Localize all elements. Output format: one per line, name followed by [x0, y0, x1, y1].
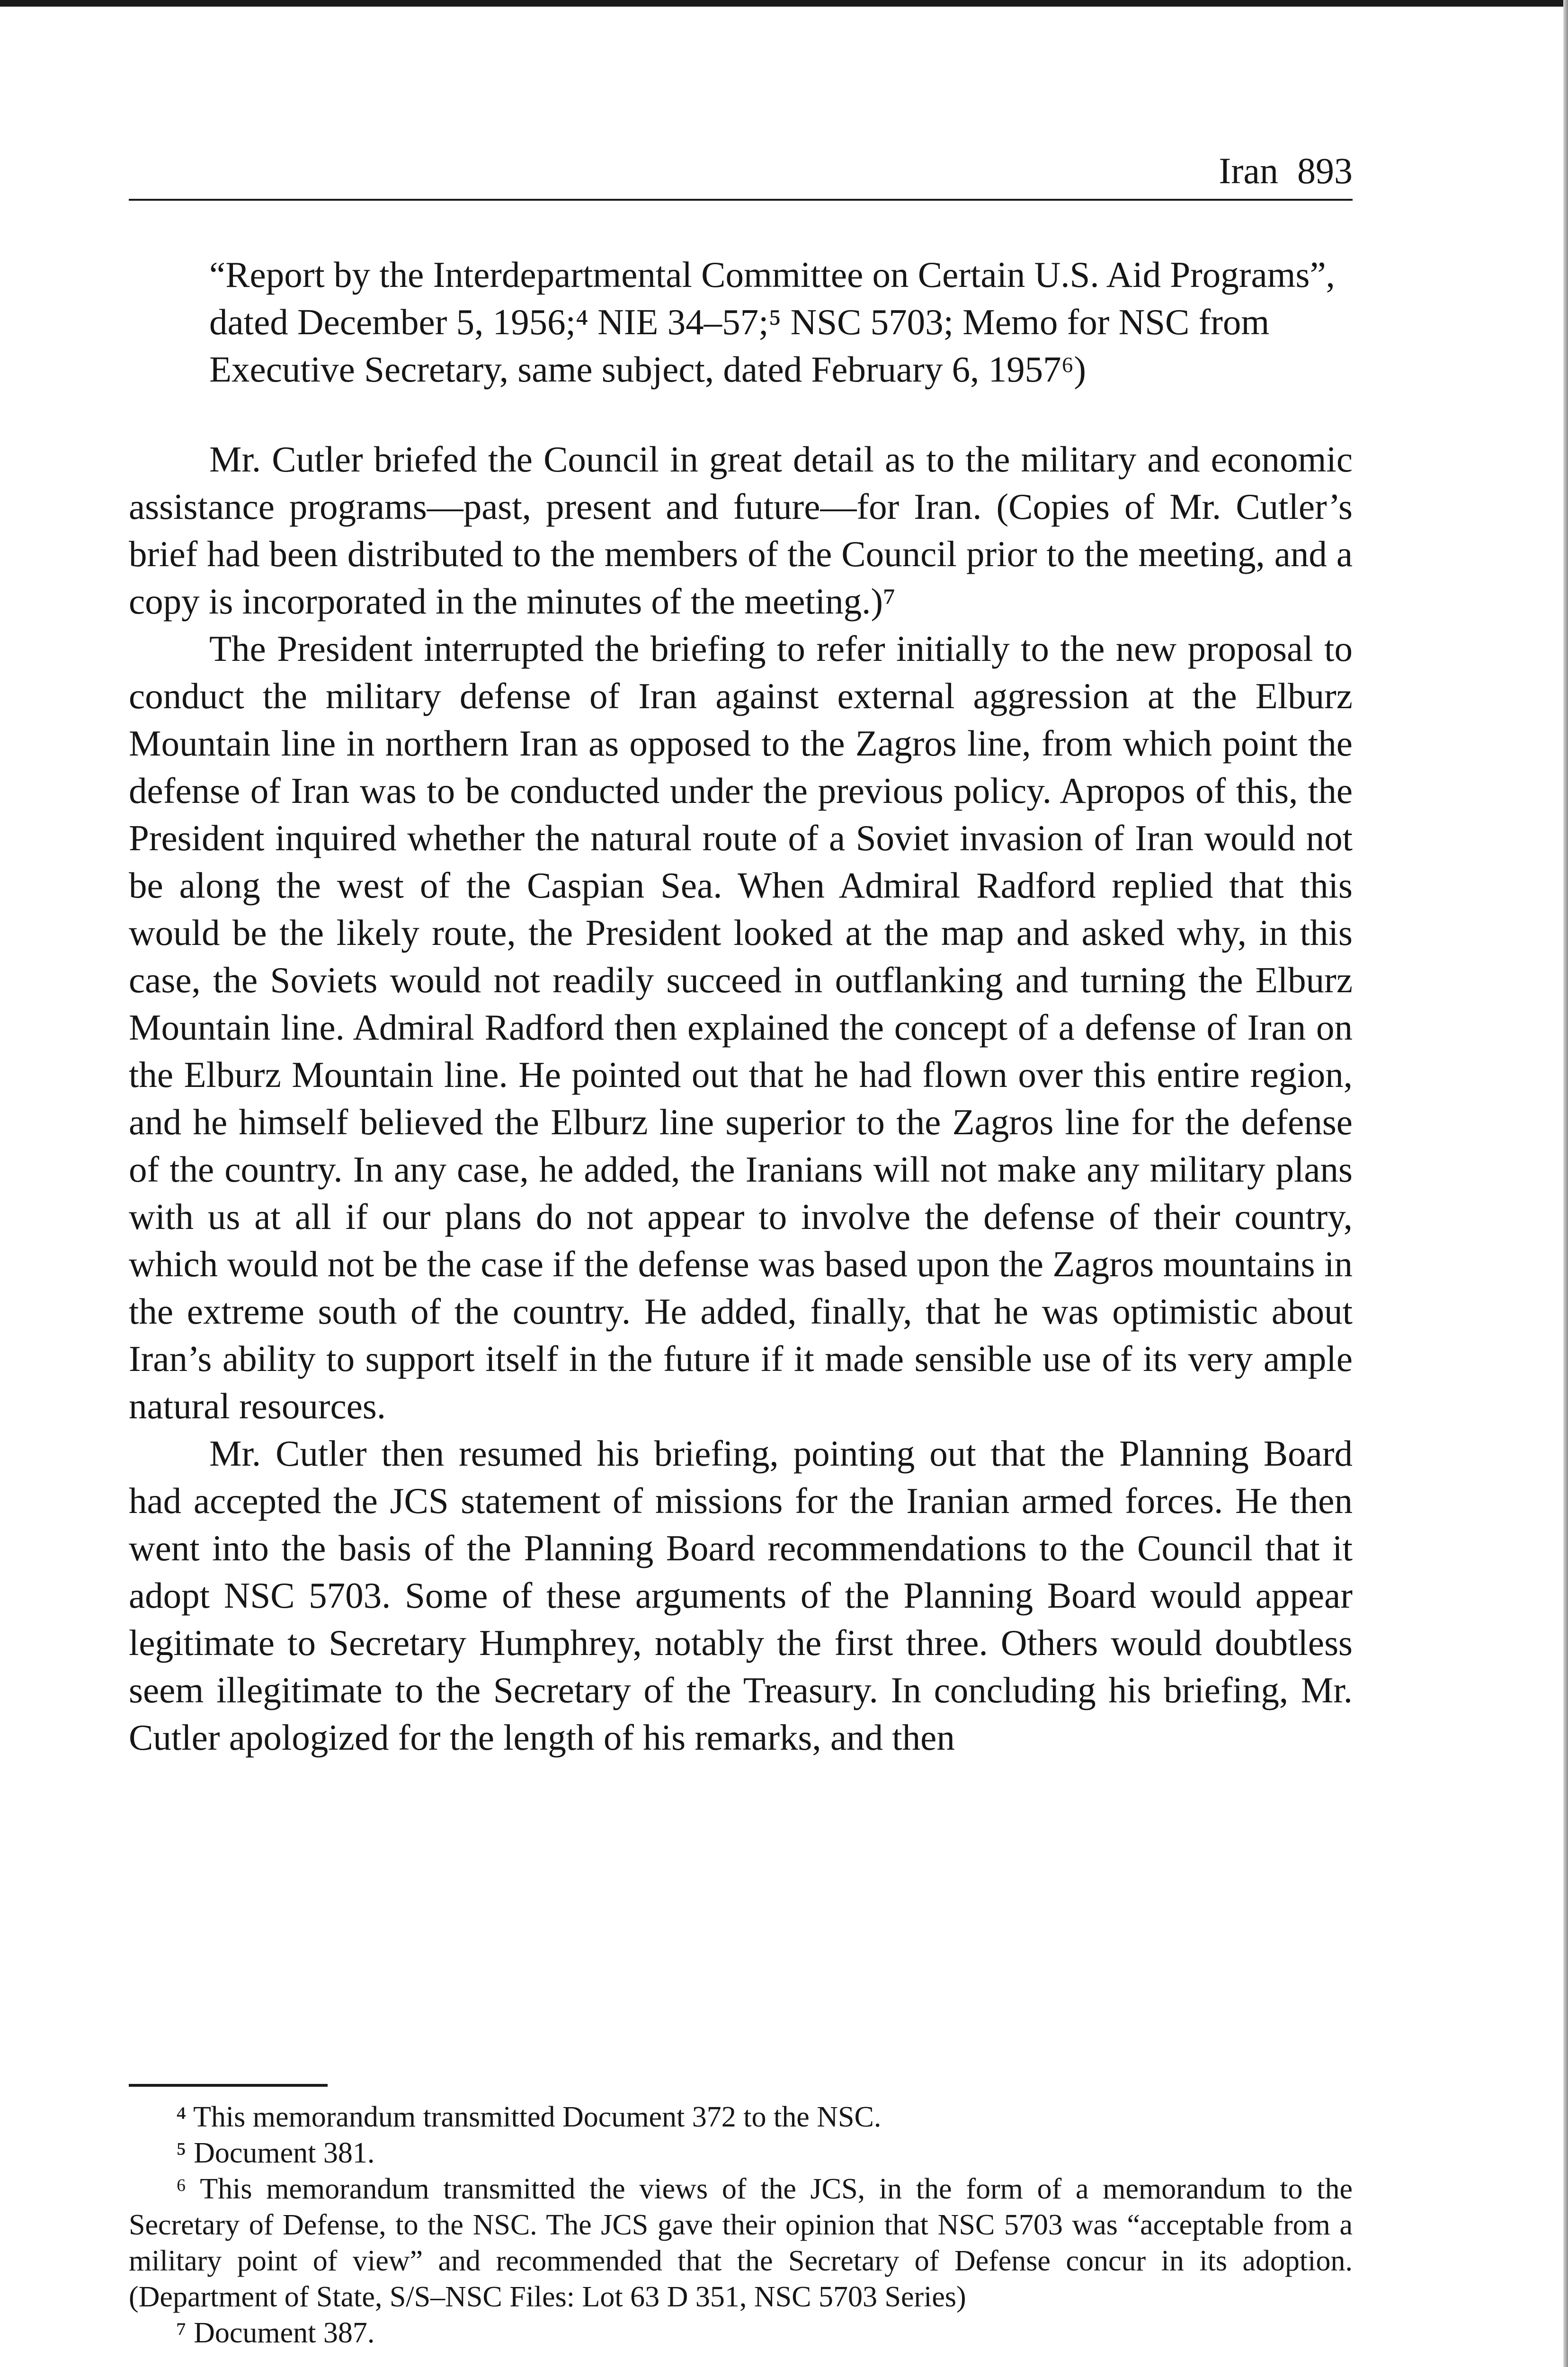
top-edge-rule	[0, 0, 1568, 7]
running-head-title: Iran	[1219, 150, 1278, 191]
paragraph-continuation: “Report by the Interdepartmental Committee on Certain U.S. Aid Programs”, dated December 5, 1956;⁴ NIE 34–57;⁵ NSC 5703; Memo for NSC from Executive Secretary, same subject, dated February 6, 1957⁶)	[209, 254, 1335, 390]
footnote: ⁷ Document 387.	[176, 2317, 375, 2349]
footnotes	[129, 2099, 1353, 2351]
footnote: ⁵ Document 381.	[176, 2137, 375, 2169]
paragraph: Mr. Cutler briefed the Council in great detail as to the military and economic assistance programs—past, present and future—for Iran. (Copies of Mr. Cutler’s brief had been distributed to the members of the Council prior to the meeting, and a copy is incorporated in the minutes of the meeting.)⁷	[129, 439, 1353, 622]
page-edge-shadow	[1563, 0, 1568, 2367]
page-number: 893	[1297, 150, 1353, 191]
footnote-rule	[129, 2084, 328, 2087]
footnote: ⁴ This memorandum transmitted Document 372 to the NSC.	[176, 2101, 882, 2133]
body-text	[129, 251, 1353, 1761]
header-rule	[129, 199, 1353, 201]
footnote: ⁶ This memorandum transmitted the views of the JCS, in the form of a memorandum to the Secretary of Defense, to the NSC. The JCS gave their opinion that NSC 5703 was “acceptable from a military point of view” and recommended that the Secretary of Defense concur in its adoption. (Department of State, S/S–NSC Files: Lot 63 D 351, NSC 5703 Series)	[129, 2173, 1353, 2313]
paragraph: The President interrupted the briefing to refer initially to the new proposal to conduct the military defense of Iran against external aggression at the Elburz Mountain line in northern Iran as opposed to the Zagros line, from which point the defense of Iran was to be conducted under the previous policy. Apropos of this, the President inquired whether the natural route of a Soviet invasion of Iran would not be along the west of the Caspian Sea. When Admiral Radford replied that this would be the likely route, the President looked at the map and asked why, in this case, the Soviets would not readily succeed in outflanking and turning the Elburz Mountain line. Admiral Radford then explained the concept of a defense of Iran on the Elburz Mountain line. He pointed out that he had flown over this entire region, and he himself believed the Elburz line superior to the Zagros line for the defense of the country. In any case, he added, the Iranians will not make any military plans with us at all if our plans do not appear to involve the defense of their country, which would not be the case if the defense was based upon the Zagros mountains in the extreme south of the country. He added, finally, that he was optimistic about Iran’s ability to support itself in the future if it made sensible use of its very ample natural resources.	[129, 628, 1353, 1426]
paragraph: Mr. Cutler then resumed his briefing, pointing out that the Planning Board had accepted the JCS statement of missions for the Iranian armed forces. He then went into the basis of the Planning Board recommendations to the Council that it adopt NSC 5703. Some of these arguments of the Planning Board would appear legitimate to Secretary Humphrey, notably the first three. Others would doubtless seem illegitimate to the Secretary of the Treasury. In concluding his briefing, Mr. Cutler apologized for the length of his remarks, and then	[129, 1433, 1353, 1758]
running-head	[1219, 152, 1353, 189]
